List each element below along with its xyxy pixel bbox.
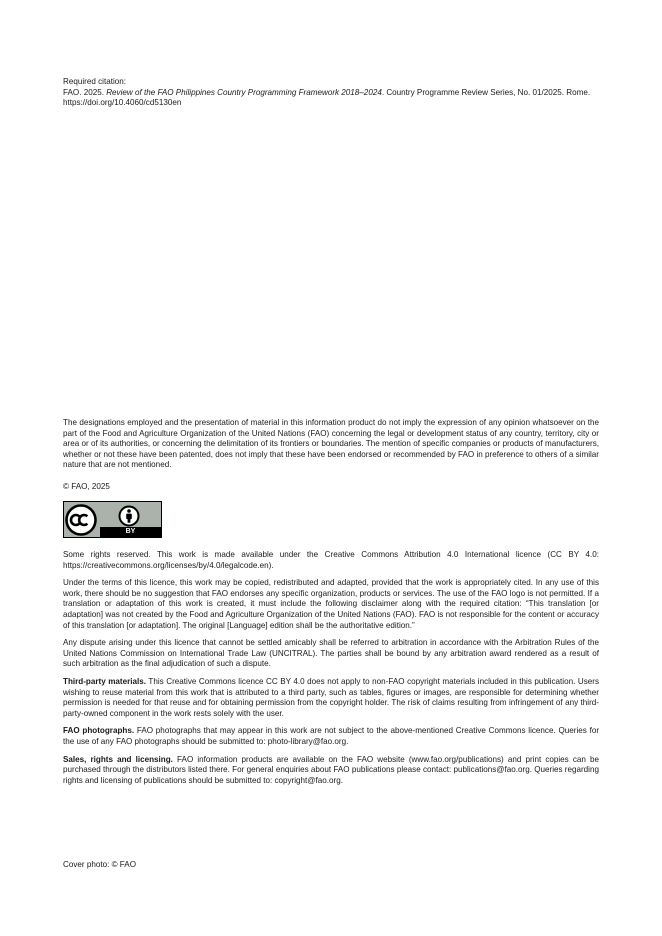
citation-text xyxy=(63,88,599,99)
cover-photo-credit: Cover photo: © FAO xyxy=(63,860,136,869)
third-party-paragraph xyxy=(63,677,599,719)
sales-text: FAO information products are available on the FAO website (www.fao.org/publications) and print copies can be purchased through the distributors listed there. For general enquiries about FAO publications please contact: publications@fao.org. Queries regarding rights and licensing of publications should be submitted to: copyright@fao.org. xyxy=(63,754,599,785)
dispute-paragraph: Any dispute arising under this licence that cannot be settled amicably shall be referred to arbitration in accordance with the Arbitration Rules of the United Nations Commission on International Trade Law (UNCITRAL). The parties shall be bound by any arbitration award rendered as a result of such arbitration as the final adjudication of such a dispute. xyxy=(63,638,599,669)
creative-commons-icon xyxy=(65,503,99,537)
photographs-heading: FAO photographs. xyxy=(63,726,135,736)
sales-paragraph xyxy=(63,755,599,787)
citation-suffix: . Country Programme Review Series, No. 01/2025. Rome. xyxy=(381,87,591,97)
copyright-notice: © FAO, 2025 xyxy=(63,482,110,491)
licence-terms-paragraph: Under the terms of this licence, this work may be copied, redistributed and adapted, provided that the work is appropriately cited. In any use of this work, there should be no suggestion that FAO endorses any specific organization, products or services. The use of the FAO logo is not permitted. If a translation or adaptation of this work is created, it must include the following disclaimer along with the required citation: “This translation [or adaptation] was not created by the Food and Agriculture Organization of the United Nations (FAO). FAO is not responsible for the content or accuracy of this translation [or adaptation]. The original [Language] edition shall be the authoritative edition.” xyxy=(63,578,599,630)
rights-reserved-paragraph: Some rights reserved. This work is made available under the Creative Commons Attribution 4.0 International licence (CC BY 4.0: https://creativecommons.org/licenses/by/4.0/legalcode.en). xyxy=(63,550,599,570)
licence-section xyxy=(63,550,599,793)
required-citation xyxy=(63,77,599,109)
citation-heading: Required citation: xyxy=(63,77,126,86)
sales-heading: Sales, rights and licensing. xyxy=(63,754,173,764)
citation-title: Review of the FAO Philippines Country Programming Framework 2018–2024 xyxy=(106,87,382,97)
third-party-text: This Creative Commons licence CC BY 4.0 does not apply to non-FAO copyright materials included in this publication. Users wishing to reuse material from this work that is attributed to a third party, such as tables, figures or images, are responsible for determining whether permission is needed for that reuse and for obtaining permission from the copyright holder. The risk of claims resulting from infringement of any third-party-owned component in the work rests solely with the user. xyxy=(63,676,599,718)
attribution-person-icon xyxy=(118,505,140,527)
citation-prefix: FAO. 2025. xyxy=(63,87,107,97)
photographs-paragraph xyxy=(63,726,599,747)
citation-doi[interactable]: https://doi.org/10.4060/cd5130en xyxy=(63,98,182,108)
designations-disclaimer: The designations employed and the presentation of material in this information product do not imply the expression of any opinion whatsoever on the part of the Food and Agriculture Organization of the United Nations (FAO) concerning the legal or development status of any country, territory, city or area or of its authorities, or concerning the delimitation of its frontiers or boundaries. The mention of specific companies or products of manufacturers, whether or not these have been patented, does not imply that these have been endorsed or recommended by FAO in preference to others of a similar nature that are not mentioned. xyxy=(63,418,599,470)
by-label: BY xyxy=(100,527,161,537)
third-party-heading: Third-party materials. xyxy=(63,676,147,686)
photographs-text: FAO photographs that may appear in this work are not subject to the above-mentioned Creative Commons licence. Queries for the use of any FAO photographs should be submitted to: photo-library@fao.org. xyxy=(63,726,600,746)
cc-by-licence-badge[interactable] xyxy=(63,501,162,538)
